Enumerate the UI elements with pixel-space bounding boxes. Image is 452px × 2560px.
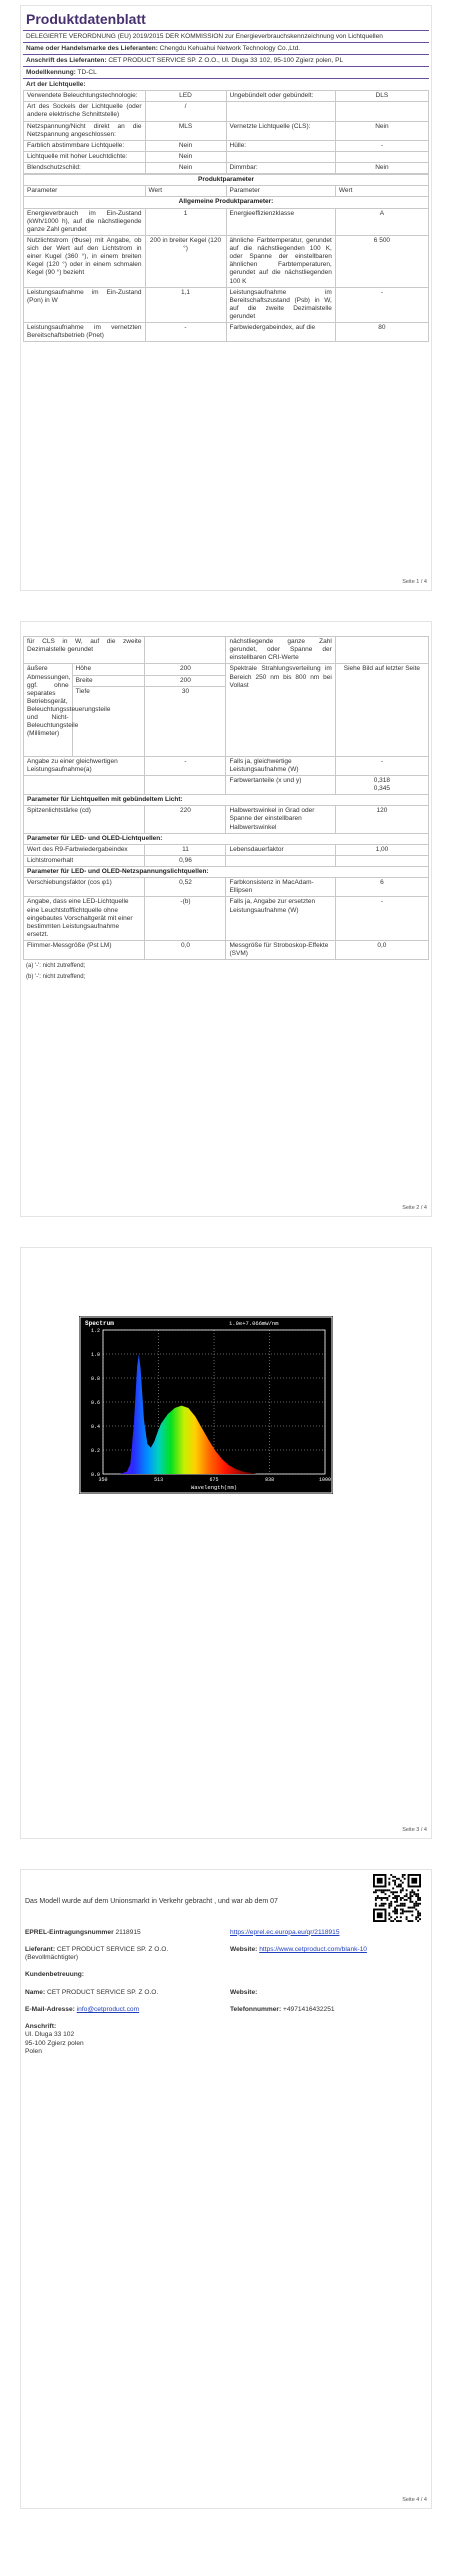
cell: für CLS in W, auf die zweite Dezimalstelle gerundet	[24, 637, 145, 664]
table-cell: Energieverbrauch im Ein-Zustand (kWh/1000 h), auf die nächstliegende ganze Zahl gerundet	[24, 208, 146, 235]
cell: -(b)	[145, 897, 226, 941]
light-source-type-heading: Art der Lichtquelle:	[26, 81, 86, 88]
y-tick-label: 1.2	[90, 1328, 100, 1334]
x-axis-label: Wavelength(nm)	[190, 1484, 238, 1491]
dim-value: 200	[145, 675, 226, 686]
table-cell: DLS	[335, 91, 428, 102]
name-value: CET PRODUCT SERVICE SP. Z O.O.	[47, 1988, 159, 1996]
cell	[335, 637, 428, 664]
y-tick-label: 0.0	[90, 1472, 100, 1478]
table-cell: Leistungsaufnahme im Bereitschaftszustand (Psb) in W, auf die zweite Dezimalstelle gerundet	[226, 287, 335, 323]
table-row	[24, 756, 429, 775]
table-cell: Leistungsaufnahme im vernetzten Bereitschaftsbetrieb (Pnet)	[24, 323, 146, 342]
table-row	[24, 140, 429, 151]
table-row	[24, 91, 429, 102]
phone-line	[230, 2006, 427, 2014]
product-params-title: Produktparameter	[24, 175, 429, 186]
table-cell: 200 in breiter Kegel (120 °)	[145, 235, 226, 287]
table-cell: Farblich abstimmbare Lichtquelle:	[24, 140, 146, 151]
table-cell: Nein	[335, 121, 428, 140]
table-cell: LED	[145, 91, 226, 102]
cell: 0,96	[145, 855, 226, 866]
table-cell	[335, 102, 428, 121]
address-label: Anschrift:	[25, 2023, 57, 2031]
table-cell: ähnliche Farbtemperatur, gerundet auf die nächstliegenden 100 K, oder Spanne der einstellbaren ähnlichen Farbtemperaturen, gerundet auf die nächstliegenden 100 K	[226, 235, 335, 287]
product-parameters-table	[23, 174, 429, 342]
market-intro-text: Das Modell wurde auf dem Unionsmarkt in Verkehr gebracht , und war ab dem 07	[25, 1898, 278, 1905]
cell: -	[335, 756, 428, 775]
table-row	[24, 235, 429, 287]
y-tick-label: 0.8	[90, 1376, 100, 1382]
table-row	[24, 941, 429, 960]
phone-label: Telefonnummer:	[230, 2005, 282, 2013]
page-number: Seite 1 / 4	[402, 579, 427, 586]
table-cell: 1,1	[145, 287, 226, 323]
table-cell: /	[145, 102, 226, 121]
cell: 1,00	[335, 844, 428, 855]
footnote-a: (a) '-': nicht zutreffend;	[26, 963, 86, 970]
spectral-value: Siehe Bild auf letzter Seite	[335, 664, 428, 756]
cell: Lichtstromerhalt	[24, 855, 145, 866]
supplier-rule	[23, 54, 429, 55]
cell	[145, 637, 226, 664]
table-row	[24, 855, 429, 866]
table-cell: Farbwiedergabeindex, auf die	[226, 323, 335, 342]
table-cell: Blendschutzschild:	[24, 163, 146, 174]
spectrum-svg	[79, 1316, 333, 1494]
cell: -	[335, 897, 428, 941]
address-value: CET PRODUCT SERVICE SP. Z O.O., Ul. Dluga 33 102, 95-100 Zgierz polen, PL	[108, 56, 344, 64]
cell: 6	[335, 878, 428, 897]
spectral-label: Spektrale Strahlungsverteilung im Bereich 250 nm bis 800 nm bei Vollast	[226, 664, 335, 756]
table-cell: Art des Sockels der Lichtquelle (oder andere elektrische Schnittstelle)	[24, 102, 146, 121]
table-row	[24, 287, 429, 323]
page-number: Seite 3 / 4	[402, 1827, 427, 1834]
table-cell	[226, 151, 335, 162]
table-cell	[226, 102, 335, 121]
dim-value: 200	[145, 664, 226, 675]
contact-grid	[23, 1929, 429, 2056]
table-row	[24, 664, 429, 675]
title-rule	[23, 30, 429, 31]
table-row	[24, 637, 429, 664]
model-line	[23, 68, 429, 78]
led-section-title: Parameter für LED- und OLED-Lichtquellen:	[24, 833, 429, 844]
table-cell: -	[335, 287, 428, 323]
cell: 0,318 0,345	[335, 775, 428, 794]
y-tick-label: 0.6	[90, 1400, 100, 1406]
page-number: Seite 4 / 4	[402, 2497, 427, 2504]
datasheet-page-2	[20, 621, 432, 1217]
x-tick-label: 675	[209, 1477, 219, 1483]
cell: nächstliegende ganze Zahl gerundet, oder Spanne der einstellbaren CRI-Werte	[226, 637, 335, 664]
website-line	[230, 1946, 427, 1962]
supplier-label: Lieferant:	[25, 1945, 56, 1953]
cell	[226, 855, 335, 866]
supplier-value: CET PRODUCT SERVICE SP. Z O.O. (Bevollmächtigter)	[25, 1945, 169, 1962]
y-tick-label: 1.0	[90, 1352, 100, 1358]
dim-name: Tiefe	[72, 686, 145, 756]
address-rule	[23, 66, 429, 67]
model-label: Modellkennung:	[26, 68, 76, 76]
eprel-label: EPREL-Eintragungsnummer	[25, 1928, 114, 1936]
address-line-1: Ul. Dluga 33 102	[25, 2031, 75, 2039]
model-rule	[23, 78, 429, 79]
cell	[145, 775, 226, 794]
dimensions-label: äußere Abmessungen, ggf. ohne separates Betriebsgerät, Beleuchtungssteuerungsteile und Nicht-Beleuchtungsteile (Millimeter)	[24, 664, 73, 756]
address-line-3: Polen	[25, 2047, 42, 2055]
email-label: E-Mail-Adresse:	[25, 2005, 75, 2013]
cell: Lebensdauerfaktor	[226, 844, 335, 855]
email-line	[25, 2006, 222, 2014]
address-label: Anschrift des Lieferanten:	[26, 56, 107, 64]
eprel-link[interactable]: https://eprel.ec.europa.eu/qr/2118915	[230, 1928, 340, 1936]
table-cell: 80	[335, 323, 428, 342]
table-cell: Hülle:	[226, 140, 335, 151]
dim-name: Breite	[72, 675, 145, 686]
mains-section-title: Parameter für LED- und OLED-Netzspannungslichtquellen:	[24, 867, 429, 878]
subtitle-rule	[23, 42, 429, 43]
cell: 0,0	[145, 941, 226, 960]
website-link[interactable]: https://www.cetproduct.com/blank-10	[259, 1945, 367, 1953]
x-tick-label: 838	[265, 1477, 275, 1483]
website-label: Website:	[230, 1945, 258, 1953]
cell: 120	[335, 806, 428, 833]
y-tick-label: 0.2	[90, 1448, 100, 1454]
address-line-2: 95-100 Zgierz polen	[25, 2039, 84, 2047]
cell: Flimmer-Messgröße (Pst LM)	[24, 941, 145, 960]
cell: Spitzenlichtstärke (cd)	[24, 806, 145, 833]
table-cell: Nutzlichtstrom (Φuse) mit Angabe, ob sich der Wert auf den Lichtstrom in einer Kugel (360 °), in einem breiten Kegel (120 °) oder in einem schmalen Kegel (90 °) bezieht	[24, 235, 146, 287]
supplier-line	[25, 1946, 222, 1962]
table-cell: Nein	[335, 163, 428, 174]
cell: Angabe zu einer gleichwertigen Leistungsaufnahme(a)	[24, 756, 145, 775]
chart-annotation: 1.0e+7.066mW/nm	[229, 1320, 279, 1327]
datasheet-page-4	[20, 1869, 432, 2509]
head-value-2: Wert	[335, 186, 428, 197]
table-row	[24, 775, 429, 794]
table-row	[24, 151, 429, 162]
datasheet-page-1	[20, 5, 432, 591]
table-cell: Verwendete Beleuchtungstechnologie:	[24, 91, 146, 102]
qr-code-icon[interactable]	[373, 1874, 421, 1922]
table-row	[24, 121, 429, 140]
x-tick-label: 350	[98, 1477, 108, 1483]
cell: Verschiebungsfaktor (cos φ1)	[24, 878, 145, 897]
table-cell: Nein	[145, 163, 226, 174]
model-value: TD-CL	[77, 68, 97, 76]
cell: Halbwertswinkel in Grad oder Spanne der einstellbaren Halbwertswinkel	[226, 806, 335, 833]
name-label: Name:	[25, 1988, 46, 1996]
cell: Wert des R9-Farbwiedergabeindex	[24, 844, 145, 855]
table-row	[24, 844, 429, 855]
datasheet-page-3	[20, 1247, 432, 1839]
table-row	[24, 208, 429, 235]
supplier-label: Name oder Handelsmarke des Lieferanten:	[26, 44, 158, 52]
supplier-line	[23, 44, 429, 54]
table-cell	[335, 151, 428, 162]
table-row	[24, 878, 429, 897]
table-row	[24, 102, 429, 121]
cell: -	[145, 756, 226, 775]
address-block	[25, 2023, 222, 2056]
table-cell: 6 500	[335, 235, 428, 287]
table-cell: Nein	[145, 140, 226, 151]
table-cell: Nein	[145, 151, 226, 162]
table-cell: A	[335, 208, 428, 235]
chart-title: Spectrum	[85, 1320, 114, 1327]
general-params-title: Allgemeine Produktparameter:	[24, 197, 429, 208]
document-title: Produktdatenblatt	[26, 11, 146, 27]
footnote-b: (b) '-': nicht zutreffend;	[26, 973, 86, 980]
table-cell: Energieeffizienzklasse	[226, 208, 335, 235]
dim-name: Höhe	[72, 664, 145, 675]
cell: Angabe, dass eine LED-Lichtquelle eine Leuchtstofflichtquelle ohne eingebautes Vorschaltgerät mit einer bestimmten Leistungsaufnahme ersetzt.	[24, 897, 145, 941]
cell: Falls ja, Angabe zur ersetzten Leistungsaufnahme (W)	[226, 897, 335, 941]
cell: Farbkonsistenz in MacAdam-Ellipsen	[226, 878, 335, 897]
head-value-1: Wert	[145, 186, 226, 197]
cell	[24, 775, 145, 794]
regulation-subtitle: DELEGIERTE VERORDNUNG (EU) 2019/2015 DER KOMMISSION zur Energieverbrauchskennzeichnung von Lichtquellen	[26, 32, 383, 40]
parameters-continued-table	[23, 636, 429, 960]
x-tick-label: 513	[154, 1477, 164, 1483]
light-source-type-table	[23, 90, 429, 174]
table-cell: MLS	[145, 121, 226, 140]
website2-label: Website:	[230, 1988, 258, 1996]
table-cell: 1	[145, 208, 226, 235]
customer-service-heading: Kundenbetreuung:	[25, 1971, 84, 1979]
x-tick-label: 1000	[318, 1477, 332, 1483]
address-line	[23, 56, 429, 66]
table-cell: Ungebündelt oder gebündelt:	[226, 91, 335, 102]
directional-section-title: Parameter für Lichtquellen mit gebündeltem Licht:	[24, 795, 429, 806]
spectrum-chart	[79, 1316, 333, 1494]
table-cell: Lichtquelle mit hoher Leuchtdichte:	[24, 151, 146, 162]
cell: Farbwertanteile (x und y)	[226, 775, 335, 794]
eprel-number: 2118915	[115, 1928, 141, 1936]
table-cell: -	[335, 140, 428, 151]
table-cell: Leistungsaufnahme im Ein-Zustand (Pon) in W	[24, 287, 146, 323]
table-cell: Vernetzte Lichtquelle (CLS):	[226, 121, 335, 140]
cell: 0,0	[335, 941, 428, 960]
phone-value: +4971416432251	[283, 2005, 335, 2013]
page-number: Seite 2 / 4	[402, 1205, 427, 1212]
table-cell: -	[145, 323, 226, 342]
cell: 220	[145, 806, 226, 833]
supplier-value: Chengdu Kehuahui Network Technology Co.,Ltd.	[159, 44, 301, 52]
cell	[335, 855, 428, 866]
head-param-1: Parameter	[24, 186, 146, 197]
table-cell: Dimmbar:	[226, 163, 335, 174]
email-link[interactable]: info@cetproduct.com	[76, 2005, 140, 2013]
y-tick-label: 0.4	[90, 1424, 100, 1430]
name-line	[25, 1989, 222, 1997]
eprel-line	[25, 1929, 222, 1937]
table-row	[24, 163, 429, 174]
table-row	[24, 897, 429, 941]
cell: Falls ja, gleichwertige Leistungsaufnahme (W)	[226, 756, 335, 775]
dim-value: 30	[145, 686, 226, 756]
table-row	[24, 806, 429, 833]
cell: 11	[145, 844, 226, 855]
table-row	[24, 323, 429, 342]
cell: Messgröße für Stroboskop-Effekte (SVM)	[226, 941, 335, 960]
cell: 0,52	[145, 878, 226, 897]
table-cell: Netzspannung/Nicht direkt an die Netzspannung angeschlossen:	[24, 121, 146, 140]
head-param-2: Parameter	[226, 186, 335, 197]
